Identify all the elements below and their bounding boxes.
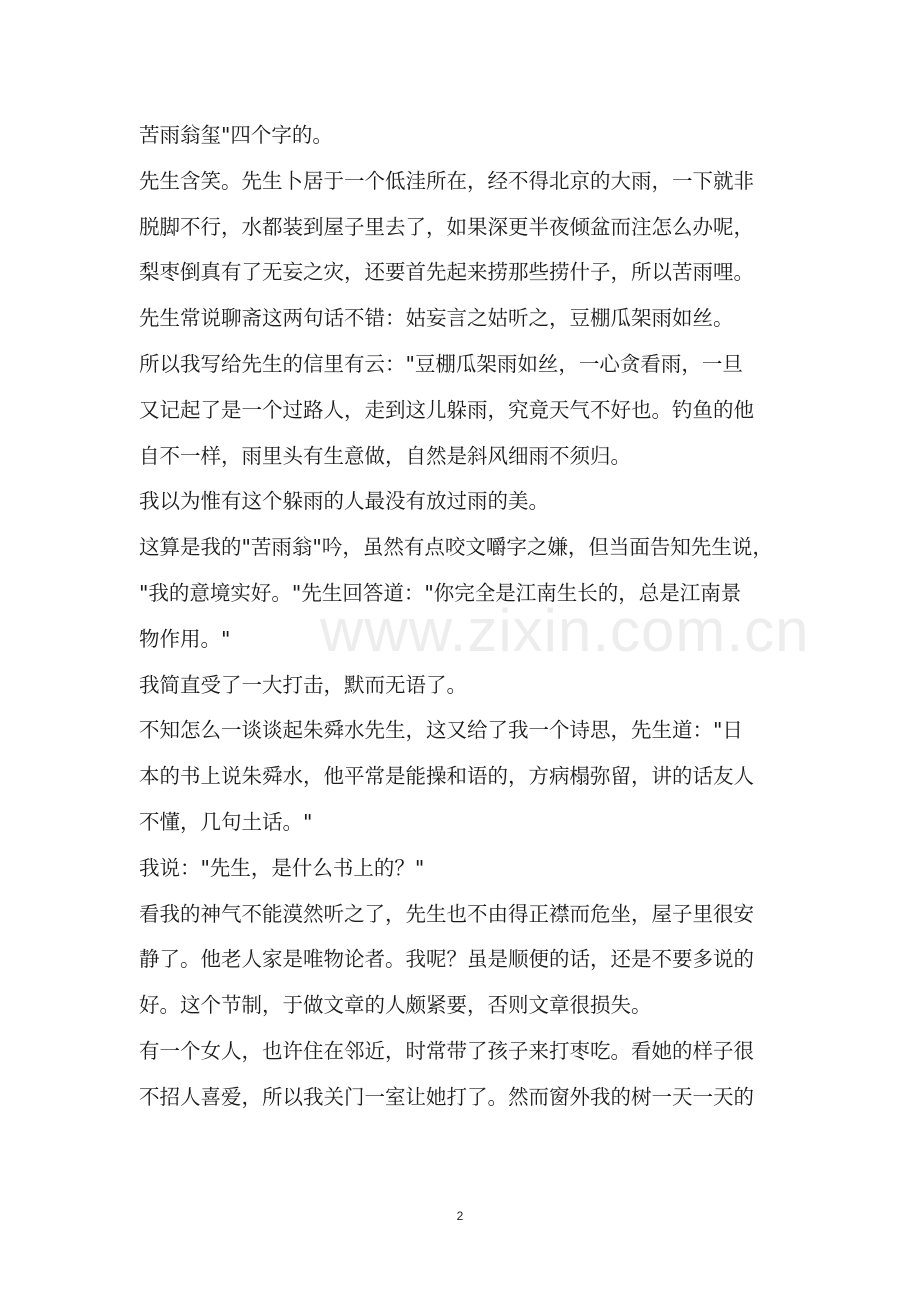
text-line: 所以我写给先生的信里有云："豆棚瓜架雨如丝，一心贪看雨，一旦 [139, 351, 743, 376]
page-number: 2 [456, 1209, 464, 1223]
text-line: 好。这个节制，于做文章的人颇紧要，否则文章很损失。 [139, 993, 652, 1018]
body-text [139, 113, 809, 1121]
text-line: 不招人喜爱，所以我关门一室让她打了。然而窗外我的树一天一天的 [139, 1084, 754, 1109]
text-line: 这算是我的"苦雨翁"吟，虽然有点咬文嚼字之嫌，但当面告知先生说， [139, 535, 773, 560]
text-line: 先生常说聊斋这两句话不错：姑妄言之姑听之，豆棚瓜架雨如丝。 [139, 306, 734, 331]
text-line: 本的书上说朱舜水，他平常是能操和语的，方病榻弥留，讲的话友人 [139, 764, 754, 789]
text-line: 脱脚不行，水都装到屋子里去了，如果深更半夜倾盆而注怎么办呢， [139, 214, 754, 239]
text-line: 有一个女人，也许住在邻近，时常带了孩子来打枣吃。看她的样子很 [139, 1038, 754, 1063]
text-line: 物作用。" [139, 626, 231, 651]
text-line: 不知怎么一谈谈起朱舜水先生，这又给了我一个诗思，先生道："日 [139, 718, 743, 743]
text-line: 我以为惟有这个躲雨的人最没有放过雨的美。 [139, 489, 549, 514]
text-line: 静了。他老人家是唯物论者。我呢？虽是顺便的话，还是不要多说的 [139, 947, 754, 972]
text-line: 又记起了是一个过路人，走到这儿躲雨，究竟天气不好也。钓鱼的他 [139, 397, 754, 422]
text-line: 先生含笑。先生卜居于一个低洼所在，经不得北京的大雨，一下就非 [139, 168, 754, 193]
text-line: 看我的神气不能漠然听之了，先生也不由得正襟而危坐，屋子里很安 [139, 901, 754, 926]
watermark: www.zixin.com.cn [320, 597, 810, 664]
text-line: 不懂，几句土话。" [139, 809, 313, 834]
text-line: "我的意境实好。"先生回答道："你完全是江南生长的，总是江南景 [139, 580, 742, 605]
text-line: 自不一样，雨里头有生意做，自然是斜风细雨不须归。 [139, 443, 631, 468]
text-line: 我简直受了一大打击，默而无语了。 [139, 672, 467, 697]
text-line: 苦雨翁玺"四个字的。 [139, 123, 333, 147]
text-line: 我说："先生，是什么书上的？" [139, 855, 425, 880]
text-line: 梨枣倒真有了无妄之灾，还要首先起来捞那些捞什子，所以苦雨哩。 [139, 260, 754, 285]
